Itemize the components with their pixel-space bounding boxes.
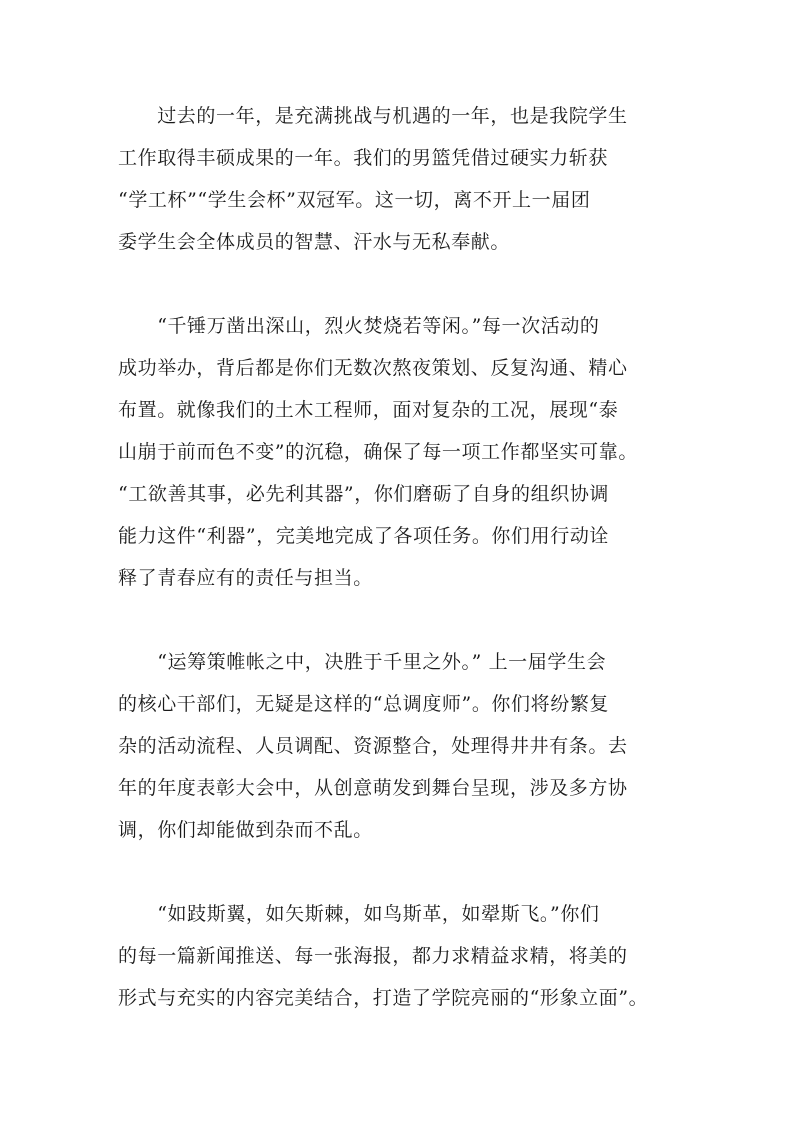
paragraph-2-line-6: 能力这件“利器”，完美地完成了各项任务。你们用行动诠: [118, 525, 610, 547]
paragraph-2-line-1: “千锤万凿出深山，烈火焚烧若等闲。”每一次活动的: [118, 315, 600, 337]
paragraph-3-line-1: “运筹策帷帐之中，决胜于千里之外。” 上一届学生会: [118, 651, 607, 673]
paragraph-2-line-3: 布置。就像我们的土木工程师，面对复杂的工况，展现“泰: [118, 399, 619, 421]
paragraph-4-line-2: 的每一篇新闻推送、每一张海报，都力求精益求精，将美的: [118, 945, 628, 967]
paragraph-3-line-5: 调，你们却能做到杂而不乱。: [118, 819, 373, 841]
paragraph-3-line-3: 杂的活动流程、人员调配、资源整合，处理得井井有条。去: [118, 735, 628, 757]
paragraph-2-line-5: “工欲善其事，必先利其器”，你们磨砺了自身的组织协调: [118, 483, 610, 505]
paragraph-1-line-4: 委学生会全体成员的智慧、汗水与无私奉献。: [118, 231, 511, 253]
paragraph-1-line-2: 工作取得丰硕成果的一年。我们的男篮凭借过硬实力斩获: [118, 147, 609, 169]
paragraph-3-line-4: 年的年度表彰大会中，从创意萌发到舞台呈现，涉及多方协: [118, 777, 628, 799]
paragraph-4-line-3: 形式与充实的内容完美结合，打造了学院亮丽的“形象立面”。: [118, 987, 649, 1009]
paragraph-2-line-2: 成功举办，背后都是你们无数次熬夜策划、反复沟通、精心: [118, 357, 628, 379]
paragraph-1-line-3: “学工杯”“学生会杯”双冠军。这一切，离不开上一届团: [118, 189, 591, 211]
paragraph-2-line-4: 山崩于前而色不变”的沉稳，确保了每一项工作都坚实可靠。: [118, 441, 638, 463]
paragraph-3-line-2: 的核心干部们，无疑是这样的“总调度师”。你们将纷繁复: [118, 693, 610, 715]
paragraph-4-line-1: “如跂斯翼，如矢斯棘，如鸟斯革，如翚斯飞。”你们: [118, 903, 600, 925]
paragraph-1-line-1: 过去的一年，是充满挑战与机遇的一年，也是我院学生: [118, 105, 628, 127]
paragraph-2-line-7: 释了青春应有的责任与担当。: [118, 567, 373, 589]
